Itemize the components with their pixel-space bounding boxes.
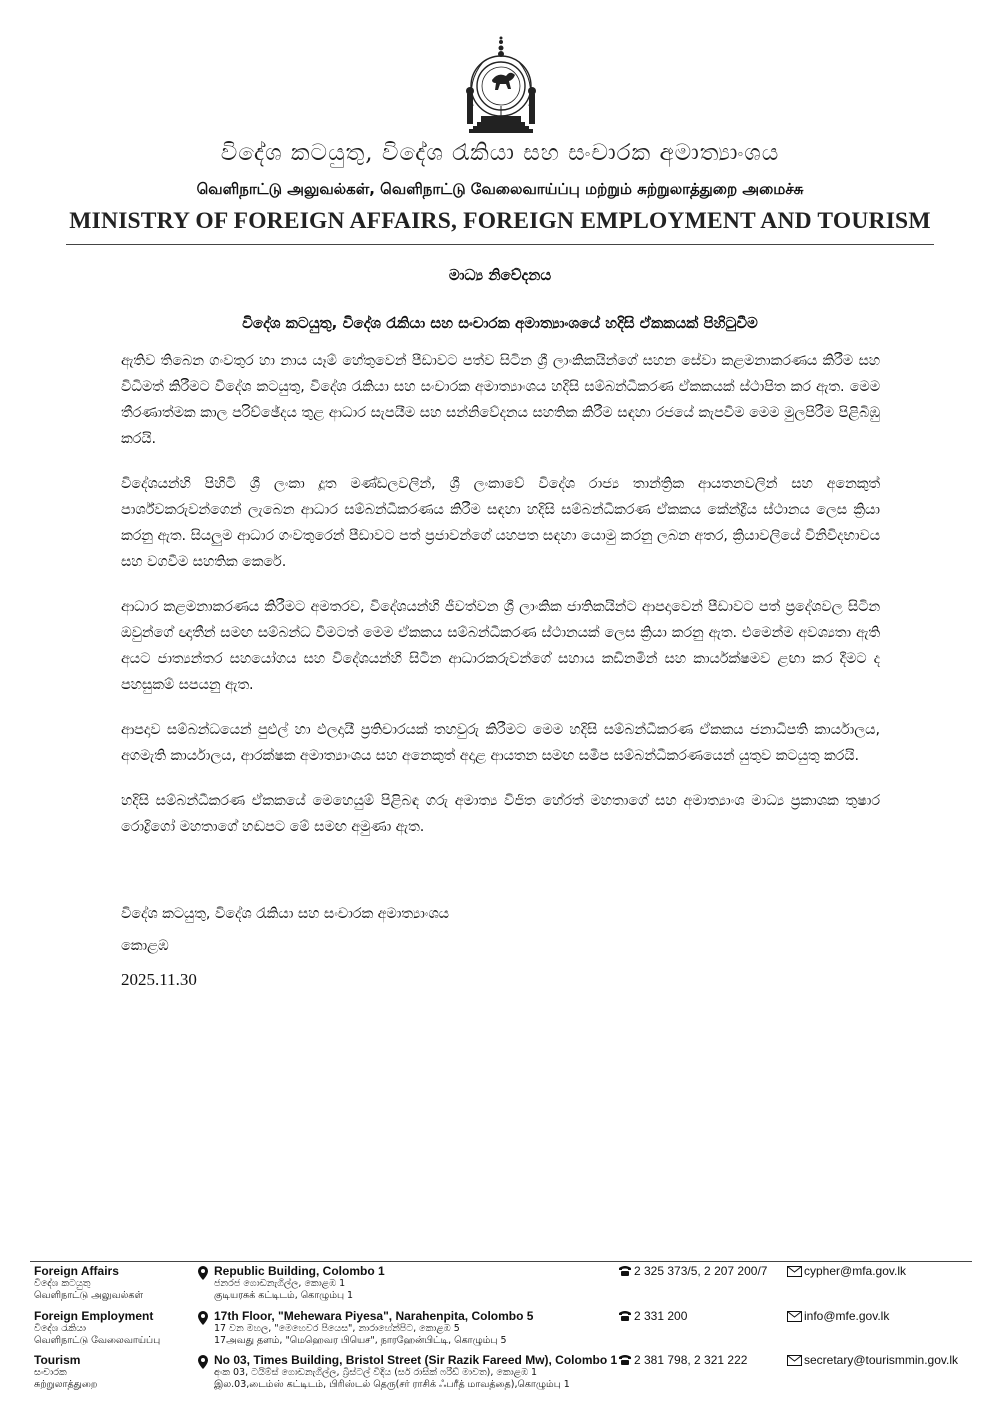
ministry-name-english: MINISTRY OF FOREIGN AFFAIRS, FOREIGN EMPLOYMENT AND TOURISM: [69, 208, 931, 234]
document-type-label: මාධ්‍ය නිවේදනය: [448, 266, 552, 284]
footer-address: No 03, Times Building, Bristol Street (Sir Razik Fareed Mw), Colombo 1: [214, 1353, 618, 1367]
footer-email[interactable]: info@mfe.gov.lk: [804, 1309, 890, 1323]
signature-block: [121, 906, 449, 1006]
footer-email[interactable]: secretary@tourismmin.gov.lk: [804, 1353, 958, 1367]
footer-address-sinhala: 17 වන මහල, "මෙහෙවර පියෙස", නාරාහේන්පිට, කොළඹ 5: [214, 1323, 460, 1334]
footer-address: Republic Building, Colombo 1: [214, 1264, 385, 1278]
telephone-icon: [618, 1310, 632, 1322]
body-paragraph: ආධාර කළමනාකරණය කිරීමට අමතරව, විදේශයන්හි ජීවත්වන ශ්‍රී ලාංකික ජාතිකයින්ට ආපදාවෙන් පීඩාවට පත් ප්‍රදේශවල සිටින ඔවුන්ගේ ඥාතීන් සමඟ සම්බන්ධ වීමටත් මෙම ඒකකය සම්බන්ධීකරණ ස්ථානයක් ලෙස ක්‍රියා කරනු ඇත. එමෙන්ම අවශ්‍යතා ඇති අයට ජාත්‍යන්තර සහයෝගය සහ විදේශයන්හි සිටින ආධාරකරුවන්ගේ සහාය කඩිනමින් සහ කාර්යක්ෂමව ළඟා කර දීමට ද පහසුකම් සපයනු ඇත.: [121, 599, 880, 693]
footer-unit-name: Foreign Employment: [34, 1309, 154, 1323]
footer-address-sinhala: ජනරජ ගොඩනැගිල්ල, කොළඹ 1: [214, 1278, 346, 1289]
footer-address: 17th Floor, "Mehewara Piyesa", Narahenpita, Colombo 5: [214, 1309, 534, 1323]
ministry-name-sinhala: විදේශ කටයුතු, විදේශ රැකියා සහ සංචාරක අමාත්‍යාංශය: [220, 140, 780, 166]
body-paragraph: විදේශයන්හි පිහිටි ශ්‍රී ලංකා දූත මණ්ඩලවලින්, ශ්‍රී ලංකාවේ විදේශ රාජ්‍ය තාන්ත්‍රික ආයතනවලින් සහ අනෙකුත් පාර්ශ්වකරුවන්ගෙන් ලැබෙන ආධාර සම්බන්ධීකරණය කිරීම සඳහා හදිසි සම්බන්ධීකරණ ඒකකය කේන්ද්‍රීය ස්ථානය ලෙස ක්‍රියා කරනු ඇත. සියලුම ආධාර ගංවතුරෙන් පීඩාවට පත් ප්‍රජාවන්ගේ යහපත සඳහා යොමු කරනු ලබන අතර, ක්‍රියාවලියේ විනිවිදභාවය සහ වගවීම සහතික කෙරේ.: [121, 476, 880, 570]
footer-unit-name-tamil: வெளிநாட்டு அலுவல்கள்: [34, 1290, 144, 1301]
location-pin-icon: [198, 1266, 208, 1280]
location-pin-icon: [198, 1355, 208, 1369]
ministry-name-tamil: வெளிநாட்டு அலுவல்கள், வெளிநாட்டு வேலைவாய்ப்பு மற்றும் சுற்றுலாத்துறை அமைச்சு: [196, 180, 804, 198]
envelope-icon: [787, 1266, 802, 1277]
header-divider: [66, 244, 934, 245]
telephone-icon: [618, 1354, 632, 1366]
footer-divider: [30, 1261, 972, 1262]
footer-address-sinhala: අංක 03, ටයිම්ස් ගොඩනැගිල්ල, බ්‍රිස්ටල් වීදිය (සර් රාසික් ෆරීඩ් මාවත), කොළඹ 1: [214, 1367, 538, 1378]
footer-address-tamil: 17அவது தளம், "மெஹெவர பியெச", நாரஹேன்பிட்டி, கொழும்பு 5: [214, 1335, 507, 1346]
body-paragraph: හදිසි සම්බන්ධීකරණ ඒකකයේ මෙහෙයුම් පිළිබඳ ගරු අමාත්‍ය විජිත හේරත් මහතාගේ සහ අමාත්‍යාංශ මාධ්‍ය ප්‍රකාශක තුෂාර රොද්‍රිගෝ මහතාගේ හඬපට මේ සමඟ අමුණා ඇත.: [121, 793, 880, 835]
document-title: විදේශ කටයුතු, විදේශ රැකියා සහ සංචාරක අමාත්‍යාංශයේ හදිසි ඒකකයක් පිහිටුවීම: [242, 314, 758, 332]
footer-unit-name-tamil: வெளிநாட்டு வேலைவாய்ப்பு: [34, 1335, 161, 1346]
footer-address-tamil: இல.03,டைம்ஸ் கட்டிடம், பிரிஸ்டல் தெரு(சர் ராசிக் ஃபரீத் மாவத்தை),கொழும்பு 1: [214, 1379, 570, 1390]
signature-ministry: විදේශ කටයුතු, විදේශ රැකියා සහ සංචාරක අමාත්‍යාංශය: [121, 906, 449, 922]
footer-unit-name-sinhala: විදේශ කටයුතු: [34, 1278, 91, 1289]
document-body: [121, 348, 880, 859]
signature-city: කොළඹ: [121, 938, 169, 954]
footer-row-tourism: [0, 1353, 1000, 1399]
body-paragraph: ඇතිව තිබෙන ගංවතුර හා නාය යෑම් හේතුවෙන් පීඩාවට පත්ව සිටින ශ්‍රී ලාංකිකයින්ගේ සහන සේවා කළමනාකරණය කිරීම සහ විධිමත් කිරීමට විදේශ කටයුතු, විදේශ රැකියා සහ සංචාරක අමාත්‍යාංශය හදිසි සම්බන්ධීකරණ ඒකකයක් ස්ථාපිත කර ඇත. මෙම තීරණාත්මක කාල පරිච්ඡේදය තුළ ආධාර සැපයීම සහ සන්නිවේදනය සහතික කිරීම සඳහා රජයේ කැපවීම මෙම මුලපිරීම පිළිබිඹු කරයි.: [121, 353, 880, 447]
footer-unit-name: Tourism: [34, 1353, 81, 1367]
footer-phone: 2 331 200: [634, 1309, 688, 1323]
footer-phone: 2 325 373/5, 2 207 200/7: [634, 1264, 768, 1278]
location-pin-icon: [198, 1311, 208, 1325]
footer-address-tamil: குடியரசுக் கட்டிடம், கொழும்பு 1: [214, 1290, 354, 1301]
footer-unit-name: Foreign Affairs: [34, 1264, 119, 1278]
footer-unit-name-sinhala: සංචාරක: [34, 1367, 67, 1378]
footer-row-foreign-affairs: [0, 1264, 1000, 1310]
signature-date: 2025.11.30: [121, 970, 197, 989]
body-paragraph: ආපදාව සම්බන්ධයෙන් පුළුල් හා ඵලදායී ප්‍රතිචාරයක් තහවුරු කිරීමට මෙම හදිසි සම්බන්ධීකරණ ඒකකය ජනාධිපති කාර්යාලය, අගමැති කාර්යාලය, ආරක්ෂක අමාත්‍යාංශය සහ අනෙකුත් අදාළ ආයතන සමඟ සමීප සම්බන්ධීකරණයෙන් යුතුව කටයුතු කරයි.: [121, 722, 880, 764]
sri-lanka-national-emblem-icon: [463, 36, 539, 140]
footer-email[interactable]: cypher@mfa.gov.lk: [804, 1264, 906, 1278]
footer-phone: 2 381 798, 2 321 222: [634, 1353, 748, 1367]
footer-unit-name-tamil: சுற்றுலாத்துறை: [34, 1379, 98, 1390]
footer-unit-name-sinhala: විදේශ රැකියා: [34, 1323, 87, 1334]
envelope-icon: [787, 1355, 802, 1366]
telephone-icon: [618, 1265, 632, 1277]
envelope-icon: [787, 1311, 802, 1322]
footer-row-foreign-employment: [0, 1309, 1000, 1355]
